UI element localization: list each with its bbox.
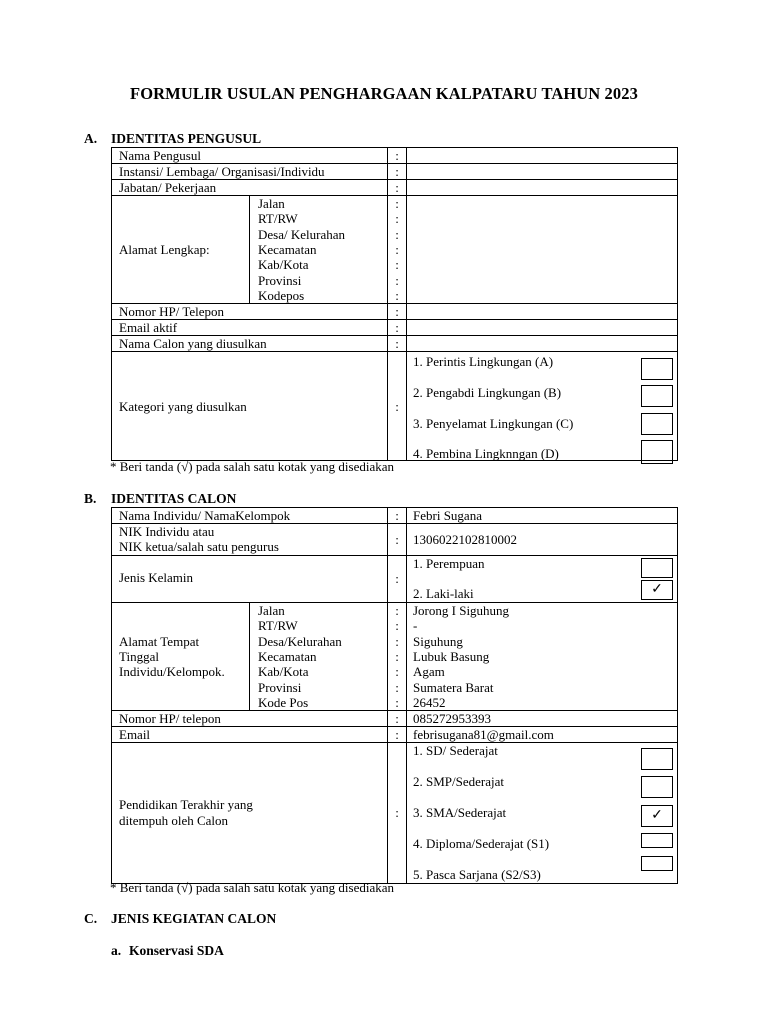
section-b-title: IDENTITAS CALON — [111, 491, 237, 506]
label-pendidikan-2: ditempuh oleh Calon — [119, 813, 229, 828]
checkbox-kategori-a[interactable] — [641, 358, 673, 380]
value-kodepos: 26452 — [413, 694, 446, 710]
sub-label: Provinsi — [258, 679, 302, 695]
row-nama-pengusul — [112, 148, 677, 164]
colon: : — [395, 211, 399, 227]
option-pendidikan: 1. SD/ Sederajat — [413, 743, 498, 758]
option-pendidikan: 5. Pasca Sarjana (S2/S3) — [413, 867, 541, 882]
label-nik-1: NIK Individu atau — [119, 524, 215, 539]
colon: : — [395, 711, 399, 726]
row-instansi — [112, 164, 677, 180]
colon-cell — [387, 336, 407, 351]
colon: : — [395, 287, 399, 303]
label-alamat: Alamat Lengkap: — [119, 242, 210, 257]
row-nama-individu — [112, 508, 677, 524]
colon-cell — [387, 180, 407, 195]
colon: : — [395, 164, 399, 179]
colon: : — [395, 805, 399, 820]
divider — [249, 603, 250, 710]
calon-table — [111, 507, 678, 884]
section-c-sub-title: Konservasi SDA — [129, 943, 224, 958]
colon: : — [395, 257, 399, 273]
section-c-sub-letter: a. — [111, 943, 122, 958]
check-mark: ✓ — [651, 582, 663, 597]
colon: : — [395, 399, 399, 414]
sub-label: Kab/Kota — [258, 257, 309, 273]
colon: : — [395, 226, 399, 242]
sub-label: Kab/Kota — [258, 664, 309, 680]
colon-cell — [387, 320, 407, 335]
checkbox-diploma[interactable] — [641, 833, 673, 848]
colon: : — [395, 272, 399, 288]
sub-label: Desa/ Kelurahan — [258, 226, 345, 242]
checkbox-kategori-d[interactable] — [641, 440, 673, 464]
section-c-title: JENIS KEGIATAN CALON — [111, 911, 277, 926]
row-kategori — [112, 352, 677, 460]
value-hp: 085272953393 — [413, 711, 491, 726]
row-jabatan — [112, 180, 677, 196]
colon-cell — [387, 164, 407, 179]
option-pendidikan: 4. Diploma/Sederajat (S1) — [413, 836, 550, 851]
sub-label: RT/RW — [258, 211, 298, 227]
label-calon: Nama Calon yang diusulkan — [119, 336, 267, 351]
checkbox-smp[interactable] — [641, 776, 673, 798]
label-email-calon: Email — [119, 727, 151, 742]
option-kategori: 3. Penyelamat Lingkungan (C) — [413, 416, 574, 431]
value-nama: Febri Sugana — [413, 508, 482, 523]
row-hp-calon — [112, 711, 677, 727]
label-nama-individu: Nama Individu/ NamaKelompok — [119, 508, 291, 523]
sub-label: Jalan — [258, 196, 285, 211]
colon-cell — [387, 743, 407, 883]
colon-cell — [387, 603, 407, 710]
colon: : — [395, 618, 399, 634]
sub-label: Provinsi — [258, 272, 302, 288]
form-title: FORMULIR USULAN PENGHARGAAN KALPATARU TAHUN 2023 — [130, 84, 638, 103]
note-b: * Beri tanda (√) pada salah satu kotak yang disediakan — [110, 880, 395, 895]
colon-cell — [387, 148, 407, 163]
sub-label: Kecamatan — [258, 241, 317, 257]
colon: : — [395, 694, 399, 710]
section-b-letter: B. — [84, 491, 97, 506]
colon: : — [395, 679, 399, 695]
section-c-letter: C. — [84, 911, 98, 926]
sub-label: Kode Pos — [258, 694, 309, 710]
colon: : — [395, 241, 399, 257]
colon: : — [395, 648, 399, 664]
row-hp — [112, 304, 677, 320]
label-hp: Nomor HP/ Telepon — [119, 304, 225, 319]
row-nik — [112, 524, 677, 556]
option-pendidikan: 3. SMA/Sederajat — [413, 805, 507, 820]
colon-cell — [387, 711, 407, 726]
checkbox-sd[interactable] — [641, 748, 673, 770]
label-nik-2: NIK ketua/salah satu pengurus — [119, 539, 279, 554]
label-pendidikan-1: Pendidikan Terakhir yang — [119, 797, 253, 812]
colon: : — [395, 196, 399, 211]
note-a: * Beri tanda (√) pada salah satu kotak yang disediakan — [110, 459, 395, 474]
section-a-title: IDENTITAS PENGUSUL — [111, 131, 262, 146]
row-alamat — [112, 196, 677, 304]
label-alamat-1: Alamat Tempat — [119, 634, 200, 649]
checkbox-laki-laki[interactable] — [641, 580, 673, 600]
option-jk: 1. Perempuan — [413, 556, 485, 571]
colon: : — [395, 727, 399, 742]
value-jalan: Jorong I Siguhung — [413, 603, 510, 618]
sub-label: Jalan — [258, 603, 285, 618]
value-provinsi: Sumatera Barat — [413, 679, 494, 695]
value-kabkota: Agam — [413, 664, 445, 680]
option-kategori: 2. Pengabdi Lingkungan (B) — [413, 385, 562, 400]
option-jk: 2. Laki-laki — [413, 586, 474, 601]
row-email-calon — [112, 727, 677, 743]
label-alamat-2: Tinggal — [119, 649, 159, 664]
colon: : — [395, 571, 399, 586]
checkbox-sma[interactable] — [641, 805, 673, 827]
label-jabatan: Jabatan/ Pekerjaan — [119, 180, 217, 195]
sub-label: Desa/Kelurahan — [258, 633, 342, 649]
colon: : — [395, 320, 399, 335]
colon: : — [395, 336, 399, 351]
value-email: febrisugana81@gmail.com — [413, 727, 554, 742]
label-nama-pengusul: Nama Pengusul — [119, 148, 201, 163]
divider — [249, 196, 250, 303]
label-hp-calon: Nomor HP/ telepon — [119, 711, 221, 726]
option-kategori: 1. Perintis Lingkungan (A) — [413, 354, 554, 369]
sub-label: RT/RW — [258, 618, 298, 634]
checkbox-pasca-sarjana[interactable] — [641, 856, 673, 871]
colon-cell — [387, 524, 407, 555]
colon: : — [395, 532, 399, 547]
option-pendidikan: 2. SMP/Sederajat — [413, 774, 504, 789]
label-jenis-kelamin: Jenis Kelamin — [119, 570, 194, 585]
label-kategori: Kategori yang diusulkan — [119, 399, 247, 414]
colon-cell — [387, 727, 407, 742]
value-kecamatan: Lubuk Basung — [413, 648, 490, 664]
section-a-letter: A. — [84, 131, 98, 146]
colon-cell — [387, 304, 407, 319]
colon: : — [395, 633, 399, 649]
row-calon — [112, 336, 677, 352]
value-desa: Siguhung — [413, 633, 463, 649]
colon: : — [395, 180, 399, 195]
sub-label: Kecamatan — [258, 648, 317, 664]
colon: : — [395, 603, 399, 618]
colon-cell — [387, 556, 407, 602]
row-email — [112, 320, 677, 336]
sub-label: Kodepos — [258, 287, 305, 303]
colon: : — [395, 304, 399, 319]
pengusul-table — [111, 147, 678, 461]
label-email: Email aktif — [119, 320, 178, 335]
checkbox-kategori-c[interactable] — [641, 413, 673, 435]
colon: : — [395, 664, 399, 680]
colon: : — [395, 508, 399, 523]
colon-cell — [387, 196, 407, 303]
row-alamat-calon — [112, 603, 677, 711]
colon-cell — [387, 352, 407, 460]
colon-cell — [387, 508, 407, 523]
check-mark: ✓ — [651, 808, 663, 823]
row-jenis-kelamin — [112, 556, 677, 603]
checkbox-perempuan[interactable] — [641, 558, 673, 578]
label-alamat-3: Individu/Kelompok. — [119, 664, 225, 679]
value-nik: 1306022102810002 — [413, 532, 517, 547]
checkbox-kategori-b[interactable] — [641, 385, 673, 407]
colon: : — [395, 148, 399, 163]
option-kategori: 4. Pembina Lingknngan (D) — [413, 446, 559, 461]
value-rtrw: - — [413, 618, 418, 634]
row-pendidikan — [112, 743, 677, 883]
label-instansi: Instansi/ Lembaga/ Organisasi/Individu — [119, 164, 325, 179]
